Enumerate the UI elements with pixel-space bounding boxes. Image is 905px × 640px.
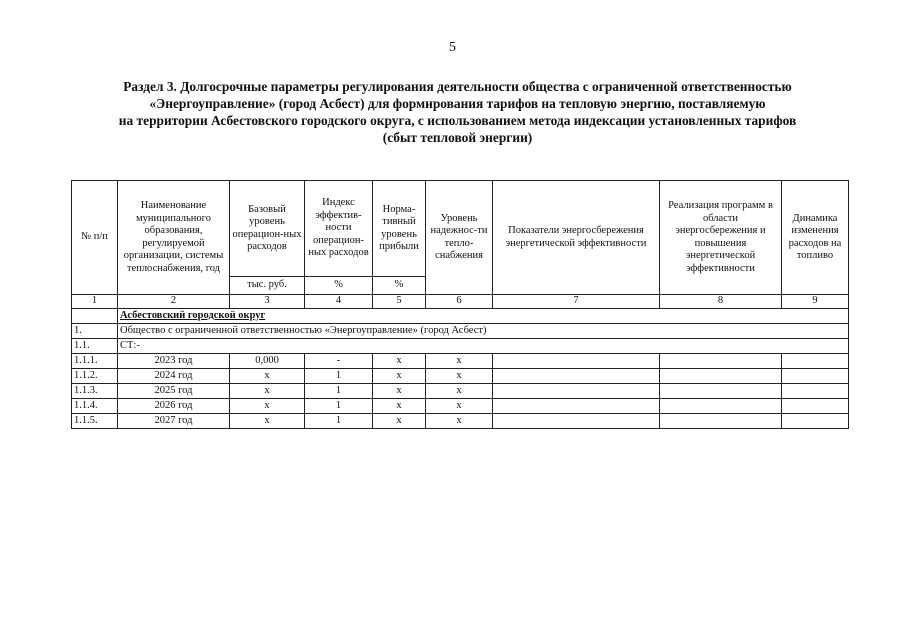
empty-cell bbox=[493, 369, 660, 384]
empty-cell bbox=[782, 369, 849, 384]
empty-cell bbox=[660, 369, 782, 384]
page-number: 5 bbox=[449, 40, 456, 55]
heading-line: «Энергоуправление» (город Асбест) для формирования тарифов на тепловую энергию, поставляемую bbox=[149, 96, 766, 111]
normative-profit-cell: x bbox=[373, 414, 426, 429]
column-number: 3 bbox=[230, 295, 305, 309]
column-number: 6 bbox=[426, 295, 493, 309]
empty-cell bbox=[660, 384, 782, 399]
reliability-cell: x bbox=[426, 399, 493, 414]
row-number: 1.1.1. bbox=[72, 354, 118, 369]
header-fuel-dynamics: Динамика изменения расходов на топливо bbox=[782, 181, 849, 295]
table-row bbox=[72, 414, 849, 429]
unit-norm: % bbox=[373, 277, 426, 295]
column-number: 8 bbox=[660, 295, 782, 309]
row-number: 1.1.3. bbox=[72, 384, 118, 399]
empty-cell bbox=[493, 414, 660, 429]
efficiency-index-cell: 1 bbox=[305, 384, 373, 399]
tariff-parameters-table bbox=[71, 180, 849, 429]
row-number: 1.1.4. bbox=[72, 399, 118, 414]
row-number: 1.1. bbox=[72, 339, 118, 354]
table-row bbox=[72, 354, 849, 369]
header-reliability: Уровень надежнос-ти тепло-снабжения bbox=[426, 181, 493, 295]
column-number: 4 bbox=[305, 295, 373, 309]
row-number: 1.1.5. bbox=[72, 414, 118, 429]
unit-index: % bbox=[305, 277, 373, 295]
empty-cell bbox=[660, 399, 782, 414]
column-number: 5 bbox=[373, 295, 426, 309]
header-normative-profit: Норма-тивный уровень прибыли bbox=[373, 181, 426, 277]
efficiency-index-cell: 1 bbox=[305, 369, 373, 384]
column-number: 9 bbox=[782, 295, 849, 309]
table-row bbox=[72, 399, 849, 414]
empty-cell bbox=[660, 354, 782, 369]
row-number: 1.1.2. bbox=[72, 369, 118, 384]
header-name: Наименование муниципального образования, регулируемой организации, системы теплоснабжения, год bbox=[118, 181, 230, 295]
empty-cell bbox=[660, 414, 782, 429]
header-indicators: Показатели энергосбережения энергетической эффективности bbox=[493, 181, 660, 295]
table-row bbox=[72, 384, 849, 399]
efficiency-index-cell: - bbox=[305, 354, 373, 369]
unit-base: тыс. руб. bbox=[230, 277, 305, 295]
district-row bbox=[72, 309, 849, 324]
efficiency-index-cell: 1 bbox=[305, 414, 373, 429]
base-level-cell: x bbox=[230, 369, 305, 384]
reliability-cell: x bbox=[426, 354, 493, 369]
empty-cell bbox=[493, 354, 660, 369]
normative-profit-cell: x bbox=[373, 399, 426, 414]
reliability-cell: x bbox=[426, 414, 493, 429]
system-name: СТ:- bbox=[118, 339, 849, 354]
base-level-cell: 0,000 bbox=[230, 354, 305, 369]
header-base-level: Базовый уровень операцион-ных расходов bbox=[230, 181, 305, 277]
heading-line: на территории Асбестовского городского округа, с использованием метода индексации установленных тарифов bbox=[118, 113, 797, 128]
normative-profit-cell: x bbox=[373, 384, 426, 399]
empty-cell bbox=[493, 399, 660, 414]
empty-cell bbox=[72, 309, 118, 324]
header-efficiency-index: Индекс эффектив-ности операцион-ных расходов bbox=[305, 181, 373, 277]
row-number: 1. bbox=[72, 324, 118, 339]
year-cell: 2027 год bbox=[118, 414, 230, 429]
normative-profit-cell: x bbox=[373, 354, 426, 369]
base-level-cell: x bbox=[230, 414, 305, 429]
normative-profit-cell: x bbox=[373, 369, 426, 384]
empty-cell bbox=[782, 414, 849, 429]
year-cell: 2023 год bbox=[118, 354, 230, 369]
empty-cell bbox=[782, 384, 849, 399]
year-cell: 2024 год bbox=[118, 369, 230, 384]
column-number: 7 bbox=[493, 295, 660, 309]
base-level-cell: x bbox=[230, 384, 305, 399]
column-number: 2 bbox=[118, 295, 230, 309]
base-level-cell: x bbox=[230, 399, 305, 414]
year-cell: 2026 год bbox=[118, 399, 230, 414]
empty-cell bbox=[782, 354, 849, 369]
year-cell: 2025 год bbox=[118, 384, 230, 399]
organization-name: Общество с ограниченной ответственностью «Энергоуправление» (город Асбест) bbox=[118, 324, 849, 339]
header-programs: Реализация программ в области энергосбережения и повышения энергетической эффективности bbox=[660, 181, 782, 295]
table-row bbox=[72, 369, 849, 384]
empty-cell bbox=[782, 399, 849, 414]
header-num: № п/п bbox=[72, 181, 118, 295]
system-row bbox=[72, 339, 849, 354]
empty-cell bbox=[493, 384, 660, 399]
organization-row bbox=[72, 324, 849, 339]
heading-line: (сбыт тепловой энергии) bbox=[382, 130, 533, 145]
section-heading bbox=[40, 78, 875, 146]
column-number: 1 bbox=[72, 295, 118, 309]
district-name: Асбестовский городской округ bbox=[118, 309, 849, 324]
reliability-cell: x bbox=[426, 369, 493, 384]
heading-line: Раздел 3. Долгосрочные параметры регулирования деятельности общества с ограниченной ответственностью bbox=[123, 79, 792, 94]
reliability-cell: x bbox=[426, 384, 493, 399]
efficiency-index-cell: 1 bbox=[305, 399, 373, 414]
